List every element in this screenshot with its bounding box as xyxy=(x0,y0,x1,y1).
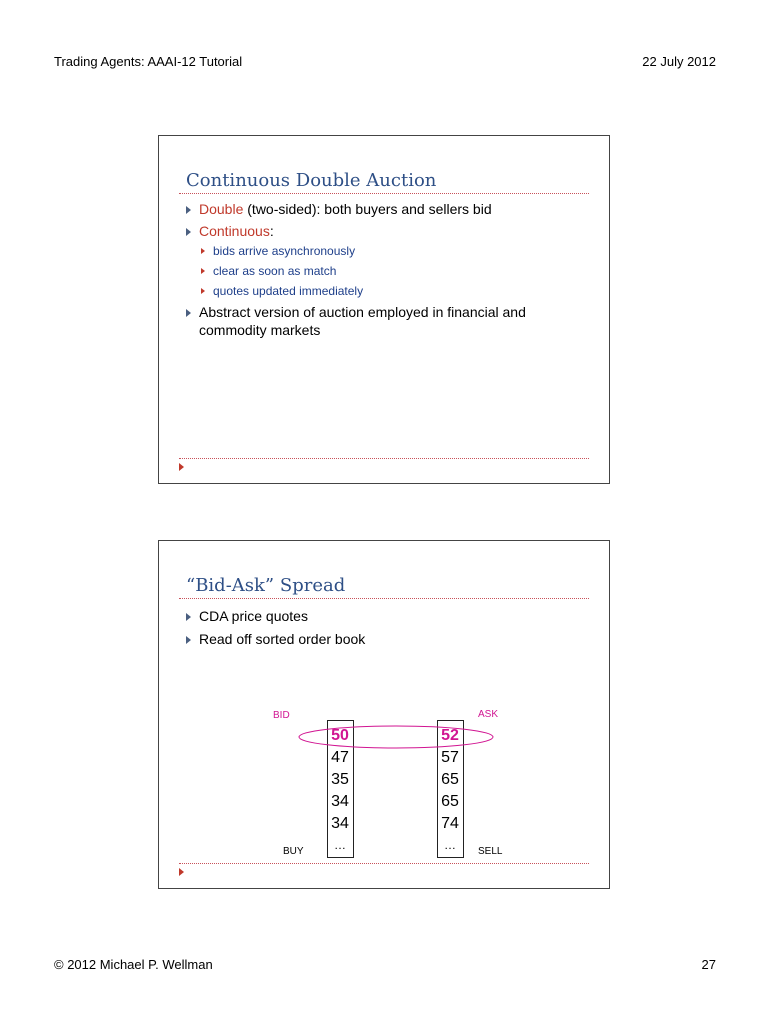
bullet-arrow-icon xyxy=(186,206,191,214)
page-number: 27 xyxy=(701,957,716,972)
bullet-lead: Continuous xyxy=(199,223,270,239)
bullet-rest: (two-sided): both buyers and sellers bid xyxy=(243,201,492,217)
subbullet-arrow-icon xyxy=(201,248,205,254)
bid-value: 35 xyxy=(331,771,349,788)
bullet-abstract-line1: Abstract version of auction employed in financial and xyxy=(199,304,526,320)
bid-label: BID xyxy=(273,710,290,721)
ask-value: 57 xyxy=(441,749,459,766)
slide-title: Continuous Double Auction xyxy=(186,170,437,191)
best-ask: 52 xyxy=(441,727,459,744)
bullet-arrow-icon xyxy=(186,309,191,317)
bullet-double xyxy=(199,201,492,217)
bullet-order-book: Read off sorted order book xyxy=(199,631,366,647)
footer-divider xyxy=(179,458,589,459)
bullet-arrow-icon xyxy=(186,613,191,621)
bullet-rest: : xyxy=(269,223,274,239)
sell-label: SELL xyxy=(478,846,503,857)
bullet-lead: Double xyxy=(199,201,244,217)
footer-arrow-icon xyxy=(179,463,184,471)
bullet-cda-quotes: CDA price quotes xyxy=(199,608,308,624)
bullet-arrow-icon xyxy=(186,228,191,236)
title-divider xyxy=(179,598,589,599)
header-right: 22 July 2012 xyxy=(642,54,716,69)
subbullet-arrow-icon xyxy=(201,268,205,274)
subbullet: quotes updated immediately xyxy=(213,284,364,298)
bid-ellipsis: … xyxy=(334,838,346,852)
bullet-continuous xyxy=(199,223,274,239)
ask-label: ASK xyxy=(478,709,499,720)
subbullet: bids arrive asynchronously xyxy=(213,244,356,258)
ask-ellipsis: … xyxy=(444,838,456,852)
bid-value: 47 xyxy=(331,749,349,766)
ask-value: 65 xyxy=(441,793,459,810)
bullet-abstract-line2: commodity markets xyxy=(199,322,321,338)
footer-divider xyxy=(179,863,589,864)
subbullet: clear as soon as match xyxy=(213,264,337,278)
ask-value: 74 xyxy=(441,815,459,832)
bid-value: 34 xyxy=(331,815,349,832)
bullet-arrow-icon xyxy=(186,636,191,644)
ask-value: 65 xyxy=(441,771,459,788)
header-left: Trading Agents: AAAI-12 Tutorial xyxy=(54,54,243,69)
slide-title: “Bid-Ask” Spread xyxy=(186,575,346,596)
slide-bid-ask-spread xyxy=(158,540,610,889)
subbullet-arrow-icon xyxy=(201,288,205,294)
slide-continuous-double-auction xyxy=(158,135,610,484)
footer-copyright: © 2012 Michael P. Wellman xyxy=(54,957,213,972)
bid-value: 34 xyxy=(331,793,349,810)
buy-label: BUY xyxy=(283,846,304,857)
title-divider xyxy=(179,193,589,194)
best-bid: 50 xyxy=(331,727,349,744)
footer-arrow-icon xyxy=(179,868,184,876)
